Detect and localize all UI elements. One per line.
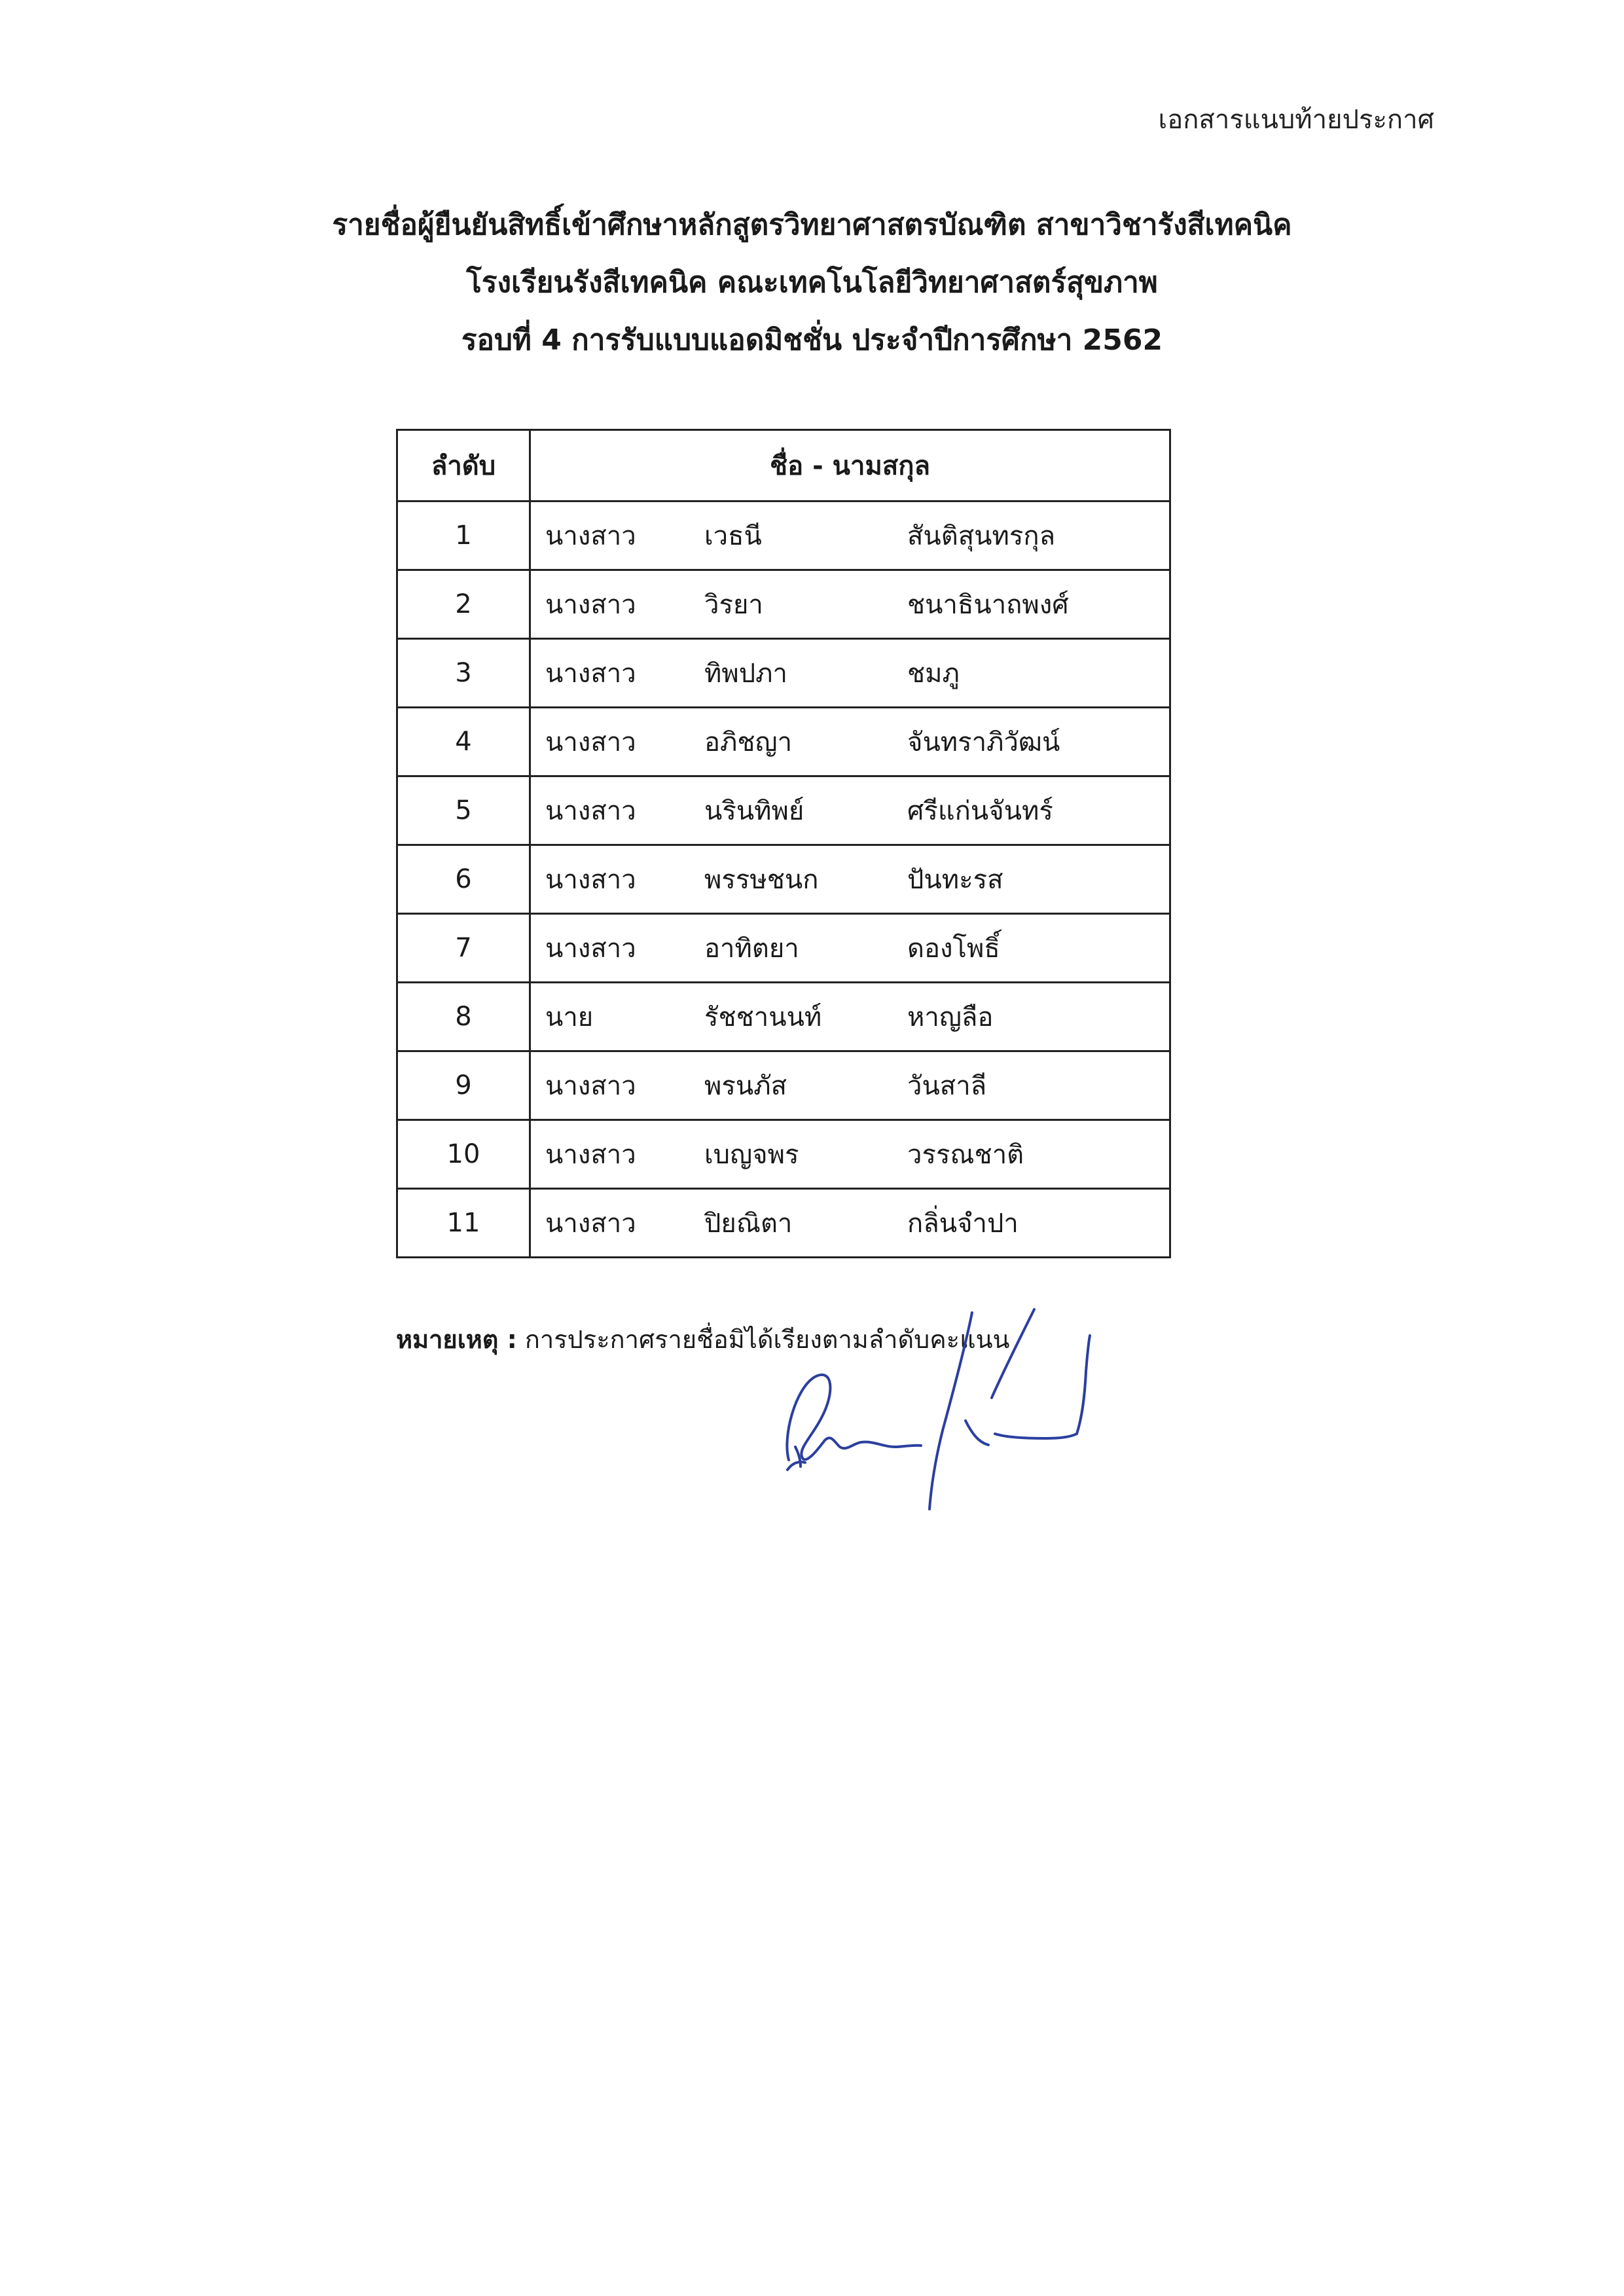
first-name: เบญจพร [704,1140,799,1170]
row-order: 2 [397,570,530,639]
title-line-1: รายชื่อผู้ยืนยันสิทธิ์เข้าศึกษาหลักสูตรวิทยาศาสตรบัณฑิต สาขาวิชารังสีเทคนิค [332,208,1292,242]
table-row [397,776,1170,845]
name-prefix: นางสาว [545,934,636,964]
last-name: จันทราภิวัฒน์ [907,727,1060,757]
last-name: วรรณชาติ [907,1140,1024,1170]
first-name: เวธนี [704,521,762,551]
first-name: ทิพปภา [704,659,787,689]
table-row [397,1189,1170,1258]
first-name: ปิยณิตา [704,1209,793,1239]
first-name: พรนภัส [704,1071,787,1101]
row-fullname [530,501,1170,570]
document-title [0,196,1624,369]
table-row [397,845,1170,914]
name-prefix: นางสาว [545,521,636,551]
table-row [397,983,1170,1051]
row-fullname [530,845,1170,914]
row-order: 3 [397,639,530,708]
row-order: 1 [397,501,530,570]
last-name: ปันทะรส [907,865,1003,895]
roster-body [397,501,1170,1258]
first-name: อภิชญา [704,727,793,757]
note-text: การประกาศรายชื่อมิได้เรียงตามลำดับคะแนน [516,1325,1010,1354]
note-label: หมายเหตุ : [396,1325,517,1354]
row-fullname [530,639,1170,708]
name-prefix: นางสาว [545,590,636,620]
title-line-2: โรงเรียนรังสีเทคนิค คณะเทคโนโลยีวิทยาศาสตร์สุขภาพ [466,266,1158,299]
last-name: ดองโพธิ์ [907,934,1000,964]
name-prefix: นางสาว [545,1071,636,1101]
row-fullname [530,914,1170,983]
last-name: สันติสุนทรกุล [907,521,1056,551]
signature [769,1300,1162,1522]
row-fullname [530,1189,1170,1258]
name-prefix: นางสาว [545,796,636,826]
first-name: พรรษชนก [704,865,819,895]
row-fullname [530,570,1170,639]
row-fullname [530,983,1170,1051]
last-name: ชนาธินาถพงศ์ [907,590,1069,620]
attachment-label: เอกสารแนบท้ายประกาศ [1158,105,1434,135]
table-header-row [397,430,1170,501]
name-prefix: นางสาว [545,727,636,757]
row-order: 9 [397,1051,530,1120]
name-prefix: นาย [545,1002,594,1032]
table-row [397,501,1170,570]
last-name: กลิ่นจำปา [907,1209,1019,1239]
row-fullname [530,1120,1170,1189]
name-prefix: นางสาว [545,659,636,689]
row-fullname [530,1051,1170,1120]
table-row [397,1120,1170,1189]
first-name: รัชชานนท์ [704,1002,822,1032]
row-order: 11 [397,1189,530,1258]
roster-table [396,429,1171,1258]
table-row [397,639,1170,708]
row-fullname [530,776,1170,845]
last-name: ชมภู [907,659,960,689]
name-prefix: นางสาว [545,865,636,895]
first-name: อาทิตยา [704,934,799,964]
row-order: 5 [397,776,530,845]
header-fullname: ชื่อ - นามสกุล [530,430,1170,501]
first-name: นรินทิพย์ [704,796,804,826]
title-line-3: รอบที่ 4 การรับแบบแอดมิชชั่น ประจำปีการศึกษา 2562 [461,323,1163,357]
row-order: 8 [397,983,530,1051]
table-row [397,570,1170,639]
name-prefix: นางสาว [545,1140,636,1170]
row-order: 4 [397,708,530,776]
first-name: วิรยา [704,590,763,620]
table-row [397,914,1170,983]
table-row [397,1051,1170,1120]
row-order: 10 [397,1120,530,1189]
row-fullname [530,708,1170,776]
name-prefix: นางสาว [545,1209,636,1239]
header-order: ลำดับ [397,430,530,501]
table-row [397,708,1170,776]
last-name: หาญลือ [907,1002,994,1032]
last-name: ศรีแก่นจันทร์ [907,796,1053,826]
row-order: 6 [397,845,530,914]
last-name: วันสาลี [907,1071,987,1101]
row-order: 7 [397,914,530,983]
